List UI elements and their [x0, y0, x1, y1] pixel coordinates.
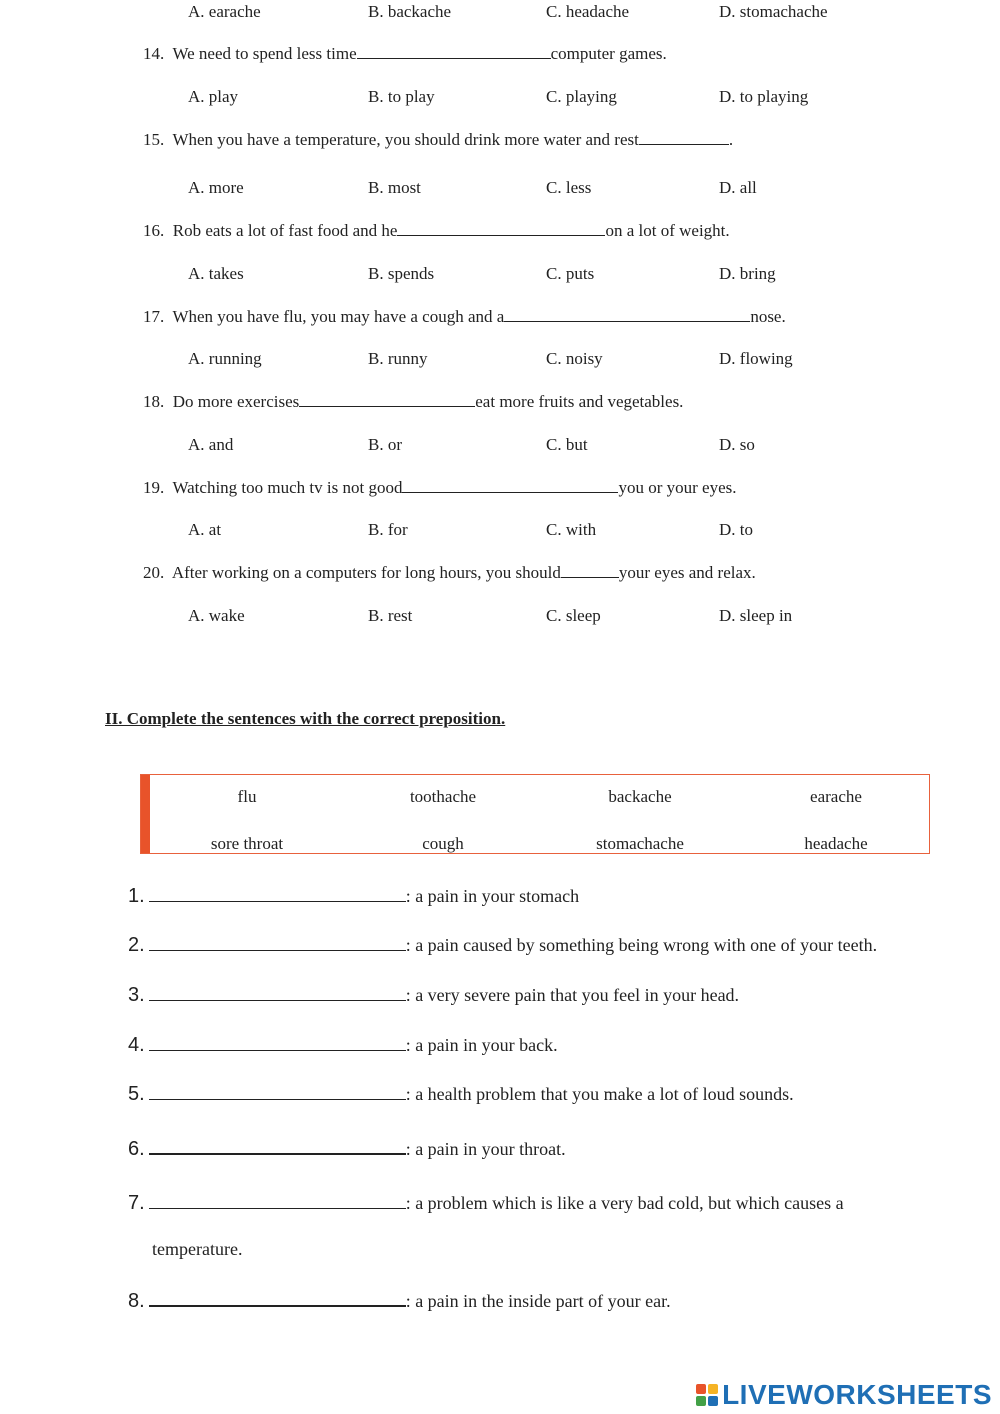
word-bank-item: headache	[804, 834, 868, 853]
answer-blank[interactable]	[561, 563, 619, 578]
question-16: 16. Rob eats a lot of fast food and he on a lot of weight.	[143, 221, 730, 240]
option-c: C. with	[546, 520, 597, 539]
answer-blank[interactable]	[397, 221, 605, 236]
option-b: B. backache	[368, 2, 452, 21]
option-b: B. or	[368, 435, 403, 454]
question-20: 20. After working on a computers for long hours, you should your eyes and relax.	[143, 563, 756, 582]
option-c: C. puts	[546, 264, 595, 283]
word-bank-item: backache	[608, 787, 672, 806]
logo-text: LIVEWORKSHEETS	[722, 1379, 992, 1410]
liveworksheets-logo	[696, 1378, 992, 1412]
word-bank-item: cough	[422, 834, 464, 853]
liveworksheets-logo-icon	[696, 1384, 718, 1406]
option-c: C. less	[546, 178, 592, 197]
answer-field[interactable]	[149, 1081, 406, 1100]
answer-field[interactable]	[149, 1032, 406, 1051]
option-d: D. flowing	[719, 349, 793, 368]
option-c: C. but	[546, 435, 588, 454]
section-heading: II. Complete the sentences with the correct preposition.	[105, 709, 506, 728]
option-d: D. stomachache	[719, 2, 828, 21]
option-a: A. running	[188, 349, 262, 368]
answer-blank[interactable]	[402, 478, 618, 493]
word-bank-item: flu	[237, 787, 257, 806]
option-a: A. at	[188, 520, 222, 539]
question-14: 14. We need to spend less time computer games.	[143, 44, 667, 63]
option-b: B. runny	[368, 349, 428, 368]
option-a: A. more	[188, 178, 244, 197]
option-d: D. all	[719, 178, 757, 197]
answer-field[interactable]	[149, 1190, 406, 1209]
question-15: 15. When you have a temperature, you should drink more water and rest .	[143, 130, 734, 149]
definition-item-5: 5. : a health problem that you make a lot of loud sounds.	[128, 1083, 794, 1105]
answer-blank[interactable]	[299, 392, 475, 407]
option-b: B. rest	[368, 606, 413, 625]
option-d: D. to	[719, 520, 754, 539]
definition-item-7-continuation: temperature.	[152, 1239, 243, 1259]
word-bank-item: stomachache	[596, 834, 684, 853]
definition-item-3: 3. : a very severe pain that you feel in your head.	[128, 984, 740, 1006]
question-17: 17. When you have flu, you may have a cough and a nose.	[143, 307, 786, 326]
definition-item-4: 4. : a pain in your back.	[128, 1034, 558, 1056]
word-bank-item: earache	[810, 787, 862, 806]
option-a: A. takes	[188, 264, 244, 283]
answer-field[interactable]	[149, 883, 406, 902]
word-bank	[140, 774, 930, 854]
option-d: D. sleep in	[719, 606, 793, 625]
option-c: C. noisy	[546, 349, 603, 368]
definition-item-2: 2. : a pain caused by something being wrong with one of your teeth.	[128, 934, 878, 956]
option-a: A. and	[188, 435, 234, 454]
option-c: C. headache	[546, 2, 630, 21]
option-b: B. most	[368, 178, 421, 197]
answer-field[interactable]	[149, 1135, 406, 1155]
word-bank-item: toothache	[409, 787, 477, 806]
word-bank-accent-bar	[141, 775, 150, 853]
question-19: 19. Watching too much tv is not good you or your eyes.	[143, 478, 737, 497]
answer-field[interactable]	[149, 1287, 406, 1307]
word-bank-item: sore throat	[210, 834, 284, 853]
option-d: D. so	[719, 435, 755, 454]
option-a: A. play	[188, 87, 239, 106]
answer-field[interactable]	[149, 932, 406, 951]
answer-blank[interactable]	[639, 130, 729, 145]
option-c: C. sleep	[546, 606, 601, 625]
definition-item-7: 7. : a problem which is like a very bad cold, but which causes a	[128, 1192, 844, 1214]
answer-blank[interactable]	[357, 44, 551, 59]
option-b: B. for	[368, 520, 408, 539]
option-a: A. earache	[188, 2, 261, 21]
definition-item-8: 8. : a pain in the inside part of your ear.	[128, 1287, 671, 1313]
answer-blank[interactable]	[504, 307, 750, 322]
option-a: A. wake	[188, 606, 245, 625]
definition-item-6: 6. : a pain in your throat.	[128, 1135, 566, 1161]
option-b: B. spends	[368, 264, 435, 283]
option-d: D. bring	[719, 264, 776, 283]
answer-field[interactable]	[149, 982, 406, 1001]
question-18: 18. Do more exercises eat more fruits and vegetables.	[143, 392, 684, 411]
option-d: D. to playing	[719, 87, 809, 106]
option-c: C. playing	[546, 87, 617, 106]
option-b: B. to play	[368, 87, 435, 106]
definition-item-1: 1. : a pain in your stomach	[128, 885, 580, 907]
